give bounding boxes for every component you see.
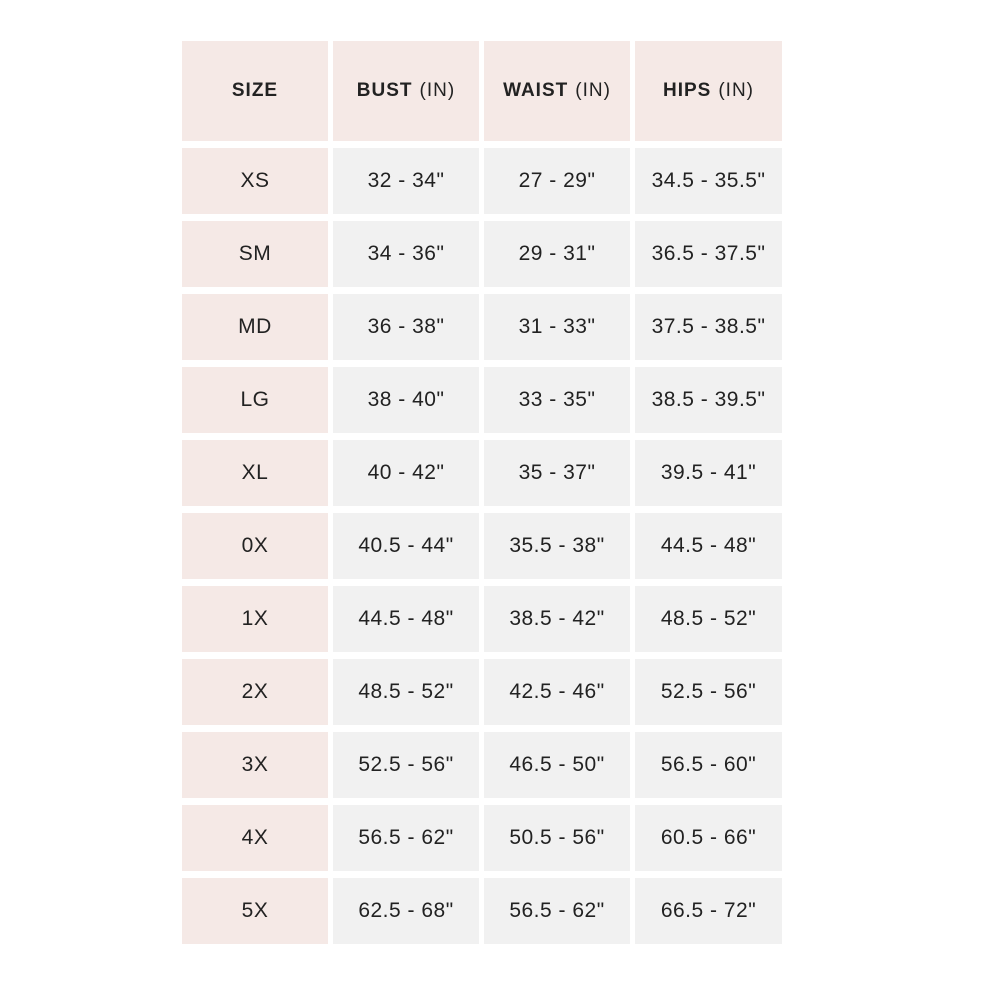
size-cell: 3X xyxy=(182,732,328,798)
bust-cell: 44.5 - 48" xyxy=(333,586,479,652)
header-bust xyxy=(333,41,479,141)
bust-cell: 48.5 - 52" xyxy=(333,659,479,725)
waist-cell: 42.5 - 46" xyxy=(484,659,630,725)
header-hips-label: HIPS xyxy=(662,80,712,101)
header-size xyxy=(182,41,328,141)
waist-cell: 50.5 - 56" xyxy=(484,805,630,871)
size-cell: 1X xyxy=(182,586,328,652)
size-cell: MD xyxy=(182,294,328,360)
bust-cell: 56.5 - 62" xyxy=(333,805,479,871)
waist-cell: 35 - 37" xyxy=(484,440,630,506)
waist-cell: 56.5 - 62" xyxy=(484,878,630,944)
header-hips-unit: (IN) xyxy=(718,80,754,101)
waist-cell: 27 - 29" xyxy=(484,148,630,214)
header-hips xyxy=(635,41,782,141)
size-cell: 5X xyxy=(182,878,328,944)
bust-cell: 40 - 42" xyxy=(333,440,479,506)
hips-cell: 66.5 - 72" xyxy=(635,878,782,944)
bust-cell: 52.5 - 56" xyxy=(333,732,479,798)
bust-cell: 36 - 38" xyxy=(333,294,479,360)
hips-cell: 38.5 - 39.5" xyxy=(635,367,782,433)
header-waist-unit: (IN) xyxy=(575,80,611,101)
hips-cell: 52.5 - 56" xyxy=(635,659,782,725)
hips-cell: 56.5 - 60" xyxy=(635,732,782,798)
header-waist-label: WAIST xyxy=(503,80,569,101)
header-waist xyxy=(484,41,630,141)
size-cell: XL xyxy=(182,440,328,506)
size-cell: 4X xyxy=(182,805,328,871)
size-cell: SM xyxy=(182,221,328,287)
waist-cell: 38.5 - 42" xyxy=(484,586,630,652)
hips-cell: 34.5 - 35.5" xyxy=(635,148,782,214)
waist-cell: 29 - 31" xyxy=(484,221,630,287)
bust-cell: 32 - 34" xyxy=(333,148,479,214)
waist-cell: 33 - 35" xyxy=(484,367,630,433)
hips-cell: 60.5 - 66" xyxy=(635,805,782,871)
hips-cell: 36.5 - 37.5" xyxy=(635,221,782,287)
bust-cell: 34 - 36" xyxy=(333,221,479,287)
bust-cell: 62.5 - 68" xyxy=(333,878,479,944)
waist-cell: 31 - 33" xyxy=(484,294,630,360)
size-chart-table xyxy=(182,41,783,951)
hips-cell: 48.5 - 52" xyxy=(635,586,782,652)
header-size-label: SIZE xyxy=(231,80,279,101)
bust-cell: 38 - 40" xyxy=(333,367,479,433)
waist-cell: 35.5 - 38" xyxy=(484,513,630,579)
size-cell: XS xyxy=(182,148,328,214)
hips-cell: 44.5 - 48" xyxy=(635,513,782,579)
bust-cell: 40.5 - 44" xyxy=(333,513,479,579)
hips-cell: 37.5 - 38.5" xyxy=(635,294,782,360)
size-cell: 2X xyxy=(182,659,328,725)
header-bust-label: BUST xyxy=(356,80,413,101)
size-cell: 0X xyxy=(182,513,328,579)
size-cell: LG xyxy=(182,367,328,433)
hips-cell: 39.5 - 41" xyxy=(635,440,782,506)
header-bust-unit: (IN) xyxy=(419,80,456,101)
waist-cell: 46.5 - 50" xyxy=(484,732,630,798)
